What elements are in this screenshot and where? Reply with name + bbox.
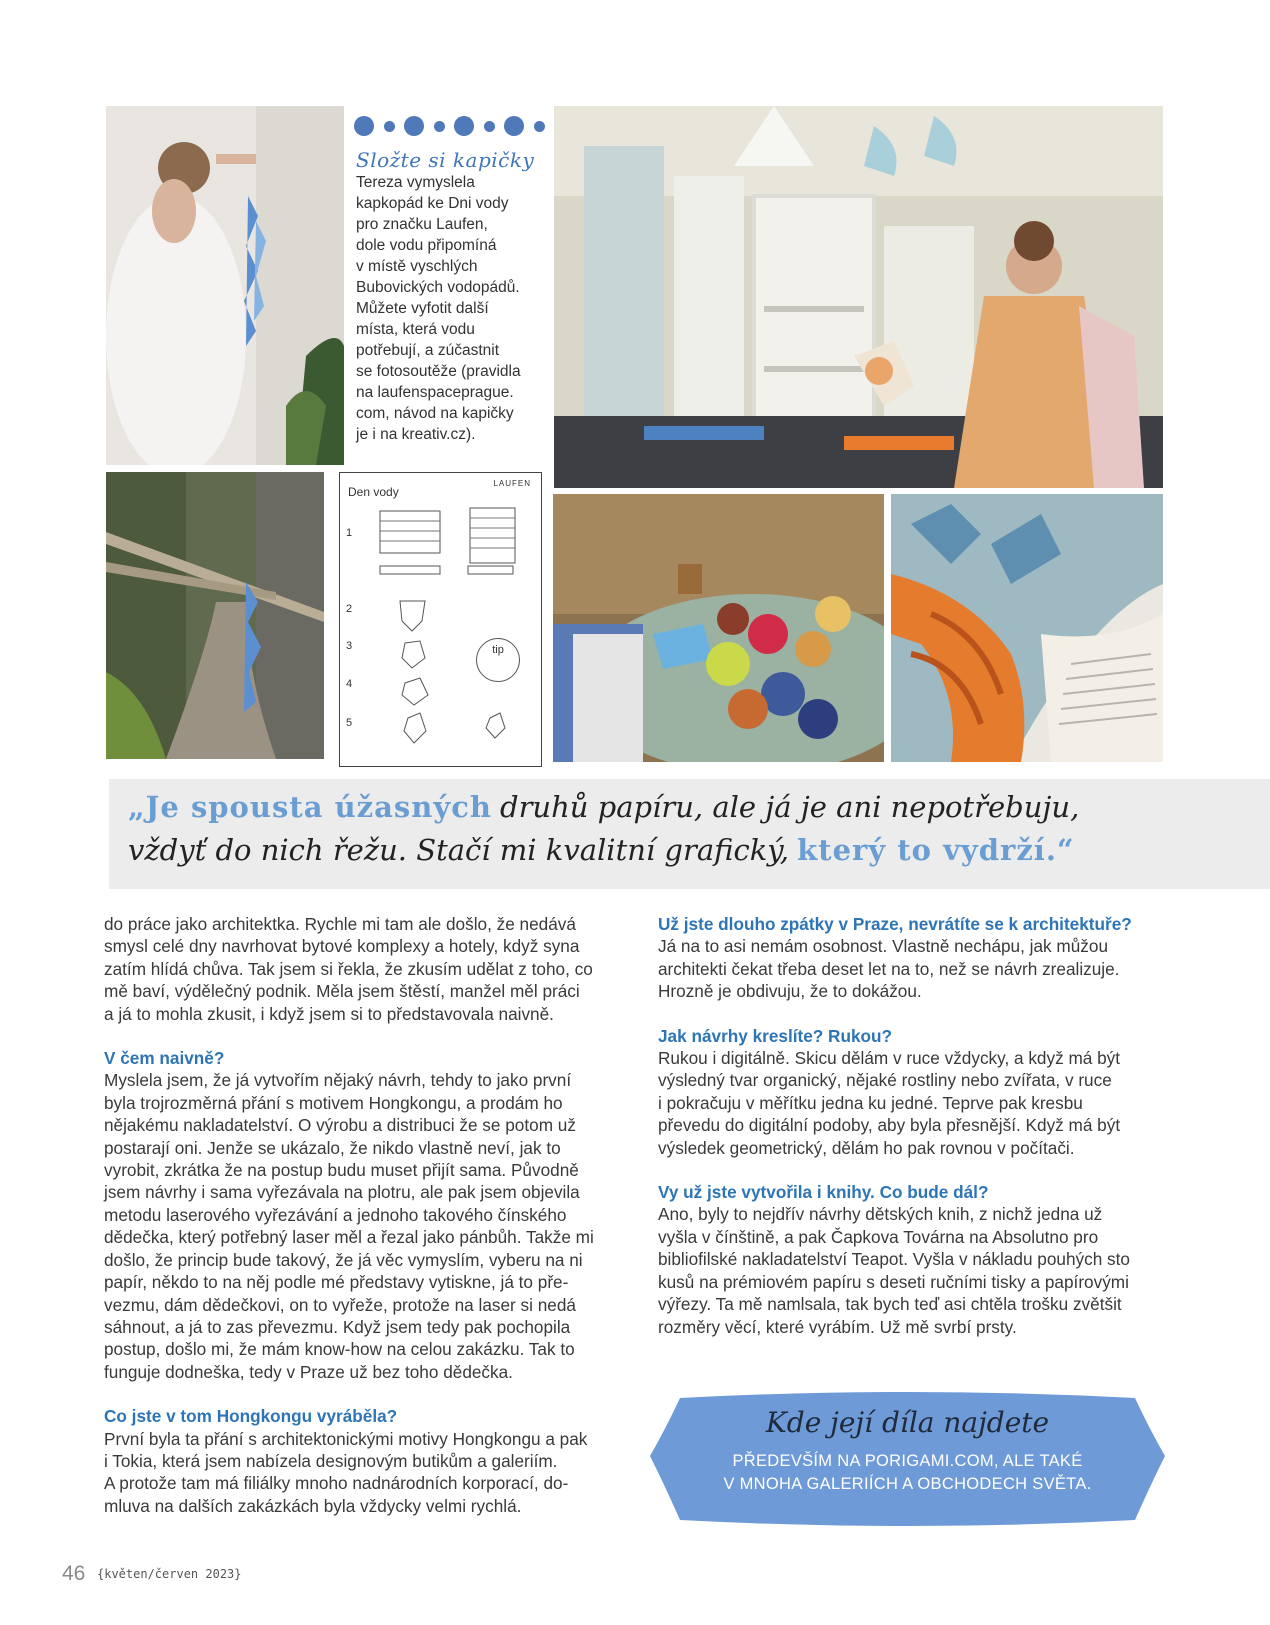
- paragraph-line: papír, někdo to na něj podle mé představy vytiskne, já to pře-: [104, 1272, 569, 1293]
- sidebar-text: [356, 172, 546, 445]
- paragraph-line: Myslela jsem, že já vytvořím nějaký návrh, tehdy to jako první: [104, 1070, 572, 1091]
- laufen-logo: LAUFEN: [493, 479, 531, 488]
- sidebar-line: pro značku Laufen,: [356, 216, 488, 233]
- pull-quote-text: druhů papíru, ale já je ani nepotřebuju,: [500, 790, 1080, 824]
- pull-quote-highlight: „Je spousta úžasných: [128, 790, 492, 824]
- callout-line: V MNOHA GALERIÍCH A OBCHODECH SVĚTA.: [723, 1475, 1092, 1493]
- sidebar-line: com, návod na kapičky: [356, 405, 514, 422]
- paragraph-line: výsledný tvar organický, nějaké rostliny nebo zvířata, v ruce: [658, 1070, 1112, 1091]
- step-2-label: 2: [346, 603, 353, 615]
- dot-icon: [534, 121, 545, 132]
- paragraph-line: rozměry věcí, které vyrábím. Už mě svrbí prsty.: [658, 1316, 1017, 1337]
- paragraph-line: architekti čekat třeba deset let na to, než se návrh zrealizuje.: [658, 958, 1120, 979]
- sidebar-line: Můžete vyfotit další: [356, 300, 489, 317]
- paragraph-line: převedu do digitální podoby, aby byla přesnější. Když má být: [658, 1115, 1121, 1136]
- paragraph-line: Rukou i digitálně. Skicu dělám v ruce vždycky, a když má být: [658, 1048, 1121, 1069]
- paragraph-line: Já na to asi nemám osobnost. Vlastně nechápu, jak můžou: [658, 936, 1109, 957]
- step-5-label: 5: [346, 717, 353, 729]
- dot-icon: [434, 121, 445, 132]
- decorative-dots: [352, 114, 552, 136]
- paragraph-line: nějakému nakladatelství. O výrobu a distribuci že se potom už: [104, 1115, 576, 1136]
- dot-icon: [404, 116, 424, 136]
- callout-text: [650, 1450, 1165, 1496]
- sidebar-line: Tereza vymyslela: [356, 174, 475, 191]
- paragraph-line: do práce jako architektka. Rychle mi tam ale došlo, že nedává: [104, 914, 576, 934]
- sidebar-line: Bubovických vodopádů.: [356, 279, 520, 296]
- paragraph-line: metodu laserového vyřezávání a jednoho takového čínského: [104, 1204, 567, 1225]
- sidebar-line: potřebují, a zúčastnit: [356, 342, 500, 359]
- paragraph-line: Ano, byly to nejdřív návrhy dětských knih, z nichž jedna už: [658, 1204, 1103, 1225]
- paragraph-line: kusů na prémiovém papíru s deseti ručními tisky a papírovými: [658, 1271, 1129, 1292]
- paragraph-line: vyšla v čínštině, a pak Čapkova Továrna na Absolutno pro: [658, 1226, 1099, 1247]
- sidebar-line: místa, která vodu: [356, 321, 475, 338]
- paragraph-line: smysl celé dny navrhovat bytové komplexy a hotely, když syna: [104, 936, 580, 957]
- sidebar-line: kapkopád ke Dni vody: [356, 195, 509, 212]
- sidebar-line: je i na kreativ.cz).: [356, 426, 476, 443]
- pull-quote-line-1: [128, 790, 1079, 825]
- interview-question: Už jste dlouho zpátky v Praze, nevrátíte se k architektuře?: [658, 914, 1132, 934]
- instruction-sheet: [339, 472, 542, 767]
- sidebar-line: v místě vyschlých: [356, 258, 478, 275]
- paragraph-line: A protože tam má filiálky mnoho nadnárodních korporací, do-: [104, 1473, 569, 1494]
- paragraph-line: sáhnout, a já to zas převezmu. Když jsem tedy pak pochopila: [104, 1316, 571, 1337]
- paragraph-line: postup, došlo mi, že mám know-how na celou zakázku. Tak to: [104, 1339, 575, 1360]
- interview-question: Co jste v tom Hongkongu vyráběla?: [104, 1406, 398, 1427]
- paragraph-line: zatím hlídá chůva. Tak jsem si řekla, že zkusím udělat z toho, co: [104, 958, 593, 979]
- paragraph-line: postarají oni. Jenže se ukázalo, že nikdo vlastně neví, jak to: [104, 1137, 561, 1158]
- callout-line: PŘEDEVŠÍM NA PORIGAMI.COM, ALE TAKÉ: [732, 1452, 1083, 1470]
- folding-diagrams: [340, 473, 541, 766]
- dot-icon: [384, 121, 395, 132]
- sidebar-line: dole vodu připomíná: [356, 237, 497, 254]
- dot-icon: [354, 116, 374, 136]
- sidebar-line: na laufenspaceprague.: [356, 384, 514, 401]
- paragraph-line: jsem návrhy i sama vyřezávala na plotru, ale pak jsem objevila: [104, 1182, 580, 1203]
- dot-icon: [504, 116, 524, 136]
- sheet-title: Den vody: [348, 485, 399, 499]
- paragraph-line: bibliofilské nakladatelství Teapot. Vyšla v nákladu pouhých sto: [658, 1249, 1130, 1270]
- paragraph-line: Hrozně je obdivuju, že to dokážou.: [658, 981, 922, 1002]
- pull-quote-line-2: [128, 833, 1075, 868]
- tip-badge: tip: [476, 638, 520, 682]
- paragraph-line: funguje dodneška, tedy v Praze už bez toho dědečka.: [104, 1361, 513, 1382]
- interview-question: Jak návrhy kreslíte? Rukou?: [658, 1025, 893, 1046]
- photo-paper-bowls-with-snacks: [553, 494, 884, 762]
- interview-question: Vy už jste vytvořila i knihy. Co bude dál?: [658, 1182, 989, 1203]
- where-to-find-callout: [650, 1390, 1165, 1528]
- article-column-right: [658, 913, 1178, 1338]
- paragraph-line: vyrobit, zkrátka že na postup budu muset přijít sama. Původně: [104, 1160, 579, 1181]
- paragraph-line: došlo, že princip bude takový, že já věc vymyslím, vyberu na ni: [104, 1249, 583, 1270]
- pull-quote-highlight: který to vydrží.“: [797, 833, 1075, 867]
- dot-icon: [454, 116, 474, 136]
- page-number: 46: [62, 1562, 86, 1585]
- paragraph-line: První byla ta přání s architektonickými motivy Hongkongu a pak: [104, 1428, 588, 1449]
- paragraph-line: i pokračuju v měřítku jedna ku jedné. Teprve pak kresbu: [658, 1092, 1083, 1113]
- pull-quote-text: vždyť do nich řežu. Stačí mi kvalitní grafický,: [128, 833, 790, 867]
- dot-icon: [484, 121, 495, 132]
- step-4-label: 4: [346, 678, 353, 690]
- article-column-left: [104, 913, 624, 1517]
- paragraph-line: mě baví, výdělečný podnik. Měla jsem štěstí, manžel měl práci: [104, 981, 580, 1002]
- step-1-label: 1: [346, 527, 353, 539]
- step-3-label: 3: [346, 640, 353, 652]
- photo-studio-designer: [554, 106, 1163, 488]
- sidebar-title: Složte si kapičky: [356, 148, 535, 172]
- paragraph-line: výsledek geometrický, dělám ho pak rovnou v počítači.: [658, 1137, 1075, 1158]
- photo-woman-hanging-paper-drops: [106, 106, 344, 465]
- photo-paper-cut-book: [891, 494, 1163, 762]
- photo-canyon-with-paper-drops: [106, 472, 324, 759]
- paragraph-line: byla trojrozměrná přání s motivem Hongkongu, a prodám ho: [104, 1092, 563, 1113]
- paragraph-line: výřezy. Ta mě namlsala, tak bych teď asi chtěla trošku zvětšit: [658, 1294, 1122, 1315]
- paragraph-line: dědečka, který potřebný laser měl a řezal jako pánbůh. Takže mi: [104, 1227, 594, 1248]
- paragraph-line: vezmu, dám dědečkovi, on to vyřeže, protože na laser si nedá: [104, 1294, 576, 1315]
- paragraph-line: a já to mohla zkusit, i když jsem si to představovala naivně.: [104, 1003, 554, 1024]
- interview-question: V čem naivně?: [104, 1048, 225, 1069]
- issue-date: {květen/červen 2023}: [97, 1567, 242, 1581]
- paragraph-line: i Tokia, která jsem nabízela designovým butikům a galeriím.: [104, 1450, 558, 1471]
- callout-title: Kde její díla najdete: [765, 1406, 1050, 1439]
- sidebar-line: se fotosoutěže (pravidla: [356, 363, 521, 380]
- paragraph-line: mluva na dalších zakázkách byla vždycky velmi rychlá.: [104, 1495, 522, 1516]
